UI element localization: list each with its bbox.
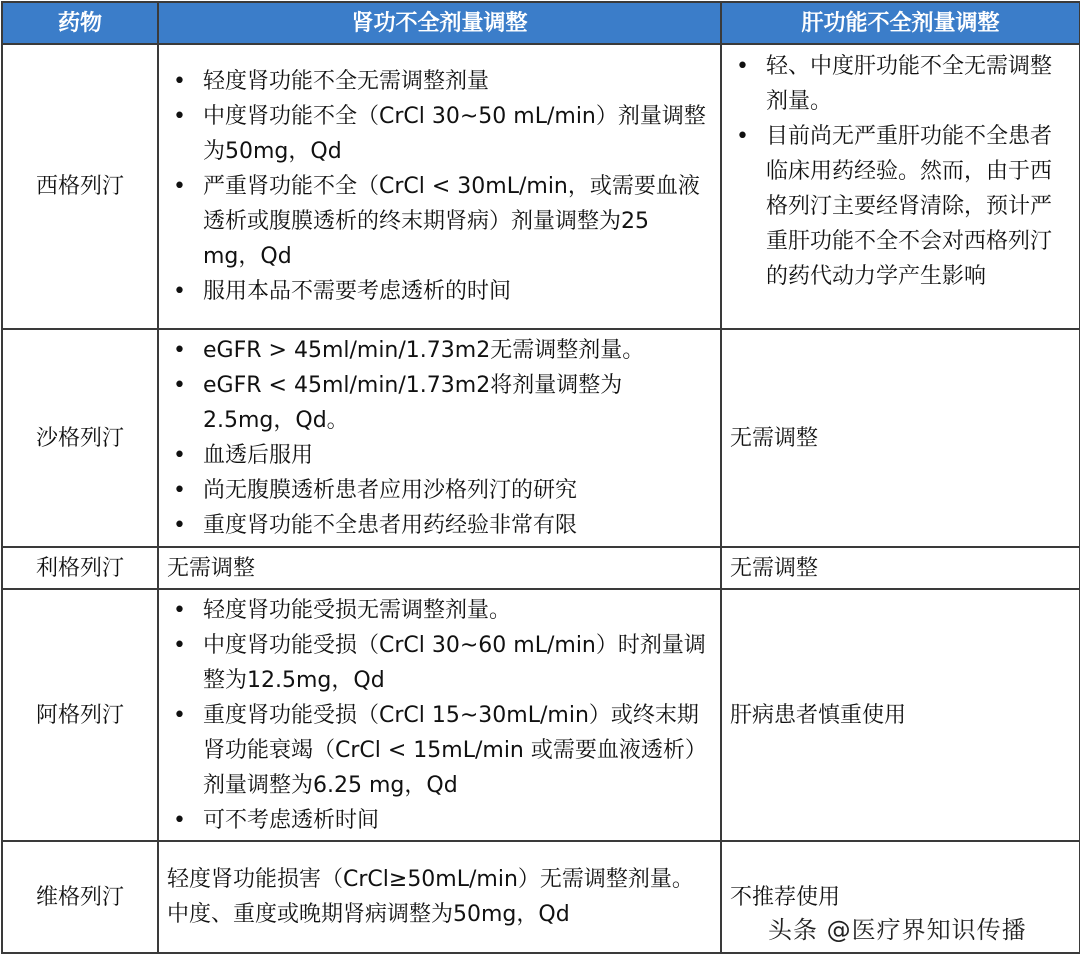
list-item: • 尚无腹膜透析患者应用沙格列汀的研究 [167, 473, 712, 508]
text-line: 中度、重度或晚期肾病调整为50mg，Qd [167, 902, 570, 927]
hepatic-cell: 无需调整 [721, 547, 1080, 589]
hepatic-cell: 不推荐使用 [721, 841, 1080, 953]
hepatic-cell: 肝病患者慎重使用 [721, 589, 1080, 841]
list-item: • 中度肾功能受损（CrCl 30~60 mL/min）时剂量调整为12.5mg，Qd [167, 628, 712, 698]
list-item: • 可不考虑透析时间 [167, 803, 712, 838]
renal-cell: 无需调整 [158, 547, 721, 589]
hepatic-cell [721, 44, 1080, 329]
list-item: • 血透后服用 [167, 438, 712, 473]
text-line: 轻度肾功能损害（CrCl≥50mL/min）无需调整剂量。 [167, 867, 694, 892]
list-item: • 中度肾功能不全（CrCl 30~50 mL/min）剂量调整为50mg，Qd [167, 99, 712, 169]
renal-cell [158, 841, 721, 953]
hepatic-cell: 无需调整 [721, 329, 1080, 547]
table-row [2, 589, 1080, 841]
list-item: • eGFR > 45ml/min/1.73m2无需调整剂量。 [167, 333, 712, 368]
drug-name: 维格列汀 [2, 841, 158, 953]
list-item: • eGFR < 45ml/min/1.73m2将剂量调整为2.5mg，Qd。 [167, 368, 712, 438]
table-row [2, 547, 1080, 589]
header-renal: 肾功不全剂量调整 [158, 2, 721, 44]
table-row [2, 329, 1080, 547]
list-item: • 严重肾功能不全（CrCl < 30mL/min，或需要血液透析或腹膜透析的终末期肾病）剂量调整为25 mg，Qd [167, 169, 712, 274]
header-row [2, 2, 1080, 44]
drug-name: 西格列汀 [2, 44, 158, 329]
drug-name: 利格列汀 [2, 547, 158, 589]
drug-name: 阿格列汀 [2, 589, 158, 841]
list-item: • 轻、中度肝功能不全无需调整剂量。 [730, 49, 1071, 119]
renal-cell [158, 329, 721, 547]
list-item: • 轻度肾功能受损无需调整剂量。 [167, 593, 712, 628]
list-item: • 目前尚无严重肝功能不全患者临床用药经验。然而，由于西格列汀主要经肾清除，预计严重肝功能不全不会对西格列汀的药代动力学产生影响 [730, 119, 1071, 294]
dosage-table [1, 1, 1080, 954]
list-item: • 重度肾功能不全患者用药经验非常有限 [167, 508, 712, 543]
drug-name: 沙格列汀 [2, 329, 158, 547]
renal-cell [158, 589, 721, 841]
watermark: 头条 @医疗界知识传播 [768, 916, 1027, 944]
list-item: • 服用本品不需要考虑透析的时间 [167, 274, 712, 309]
list-item: • 轻度肾功能不全无需调整剂量 [167, 64, 712, 99]
list-item: • 重度肾功能受损（CrCl 15~30mL/min）或终末期肾功能衰竭（CrCl < 15mL/min 或需要血液透析）剂量调整为6.25 mg，Qd [167, 698, 712, 803]
table-row [2, 44, 1080, 329]
header-drug: 药物 [2, 2, 158, 44]
header-hepatic: 肝功能不全剂量调整 [721, 2, 1080, 44]
renal-cell [158, 44, 721, 329]
